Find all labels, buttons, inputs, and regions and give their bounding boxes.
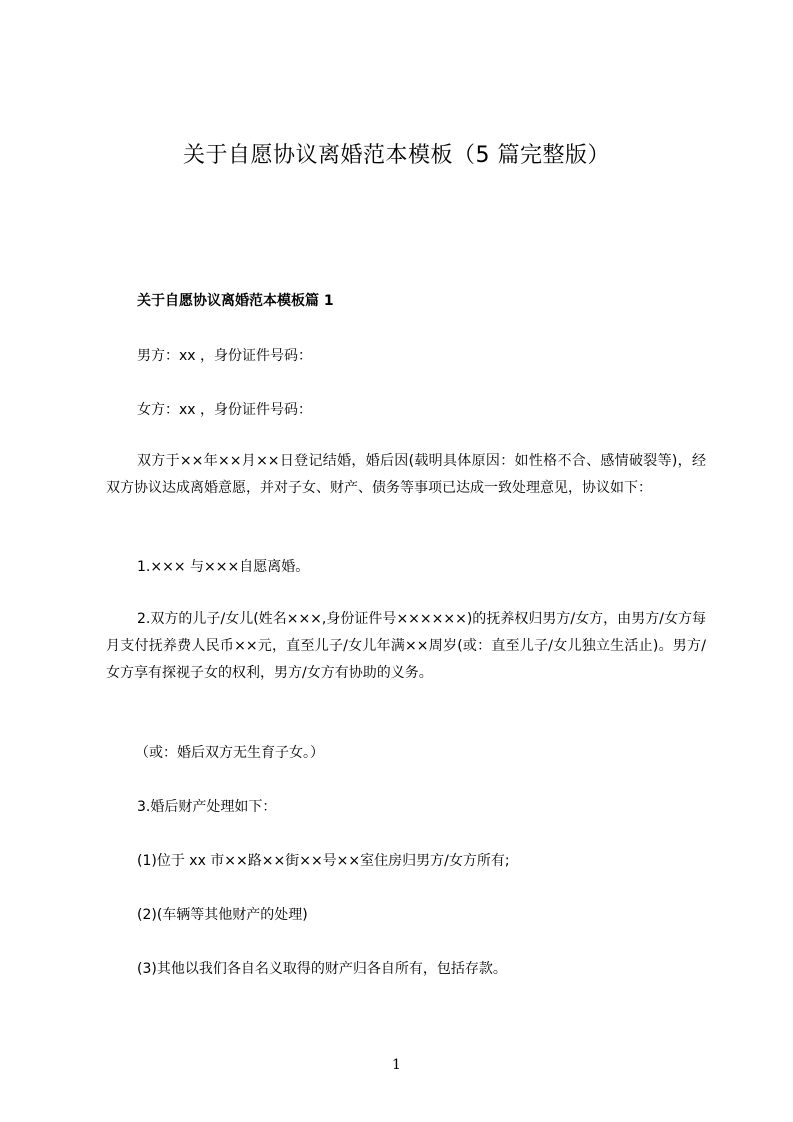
paragraph-no-children-note: （或：婚后双方无生育子女。）	[135, 745, 324, 761]
paragraph-female-party: 女方：xx ，身份证件号码：	[137, 402, 313, 418]
paragraph-clause-2: 2.双方的儿子/女儿(姓名×××,身份证件号××××××)的抚养权归男方/女方，由男方/女方每月支付抚养费人民币××元，直至儿子/女儿年满××周岁(或：直至儿子/女儿独立生活止)。男方/女方享有探视子女的权利，男方/女方有协助的义务。	[106, 611, 706, 681]
section-heading: 关于自愿协议离婚范本模板篇 1	[137, 293, 334, 309]
paragraph-property-2: (2)(车辆等其他财产的处理)	[137, 907, 308, 923]
paragraph-property-3: (3)其他以我们各自名义取得的财产归各自所有，包括存款。	[137, 961, 507, 977]
paragraph-clause-1: 1.××× 与×××自愿离婚。	[137, 559, 310, 575]
paragraph-agreement-intro: 双方于××年××月××日登记结婚，婚后因(载明具体原因：如性格不合、感情破裂等)，经双方协议达成离婚意愿，并对子女、财产、债务等事项已达成一致处理意见，协议如下：	[106, 453, 706, 496]
paragraph-property-1: (1)位于 xx 市××路××街××号××室住房归男方/女方所有;	[137, 853, 510, 869]
document-title: 关于自愿协议离婚范本模板（5 篇完整版）	[183, 143, 610, 168]
paragraph-male-party: 男方：xx ，身份证件号码：	[137, 348, 313, 364]
paragraph-clause-3: 3.婚后财产处理如下：	[137, 799, 277, 815]
page-number: 1	[392, 1057, 401, 1073]
